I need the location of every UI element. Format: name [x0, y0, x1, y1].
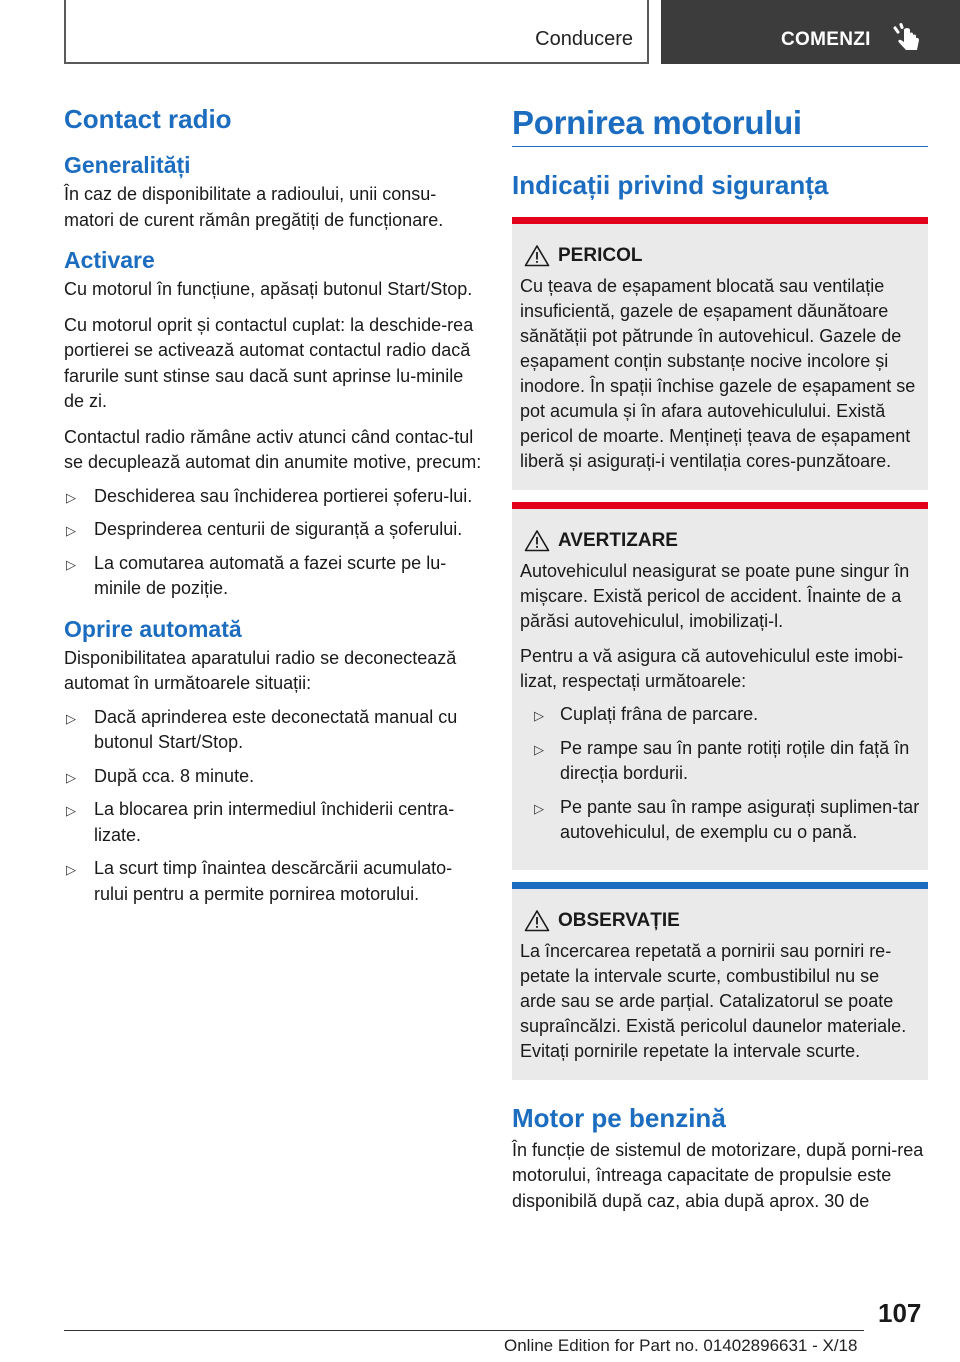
footer-divider: [64, 1330, 864, 1331]
warning-label-pericol: PERICOL: [558, 245, 643, 266]
list-item: ▷ Pe pante sau în rampe asigurați suplimen-tar autovehiculul, de exemplu cu o pană.: [534, 796, 920, 842]
paragraph-activare-2: Cu motorul oprit și contactul cuplat: la deschide-rea portierei se activează automat contactul radio dacă farurile sunt stinse sau dacă sunt aprinse lu-minile de zi.: [64, 314, 474, 411]
triangle-bullet-icon: ▷: [534, 708, 544, 723]
header-section-title: Conducere: [535, 28, 633, 50]
heading-motor-benzina: Motor pe benzină: [512, 1102, 726, 1133]
list-item: ▷ Dacă aprinderea este deconectată manual cu butonul Start/Stop.: [66, 706, 458, 752]
right-column: [512, 100, 928, 1214]
triangle-bullet-icon: ▷: [66, 556, 76, 572]
paragraph-motor-benzina: În funcție de sistemul de motorizare, după porni-rea motorului, întreaga capacitate de propulsie este disponibilă după caz, abia după aprox. 30 de: [512, 1139, 924, 1211]
paragraph-generalitati: În caz de disponibilitate a radioului, unii consu-matori de curent rămân pregătiți de funcționare.: [64, 184, 444, 230]
header-section-tab: [64, 0, 649, 64]
list-oprire: [64, 705, 482, 908]
warning-bar-red: [512, 217, 928, 224]
triangle-bullet-icon: ▷: [66, 769, 76, 785]
warning-triangle-icon: [524, 909, 550, 932]
list-avertizare: [520, 702, 920, 846]
warning-text-observatie: La încercarea repetată a pornirii sau porniri re-petate la intervale scurte, combustibilul nu se arde sau se arde parțial. Catalizatorul se poate supraîncălzi. Există pericolul daunelor materiale. Evitați pornirile repetate la intervale scurte.: [520, 940, 907, 1061]
left-column: [64, 100, 482, 915]
warning-triangle-icon: [524, 529, 550, 552]
warning-bar-red: [512, 502, 928, 509]
triangle-bullet-icon: ▷: [66, 523, 76, 538]
list-activare: [64, 484, 482, 602]
heading-activare: Activare: [64, 247, 155, 273]
list-item: ▷ Desprinderea centurii de siguranță a șoferului.: [64, 517, 482, 543]
triangle-bullet-icon: ▷: [534, 741, 544, 757]
list-item: ▷ Pe rampe sau în pante rotiți roțile din față în direcția bordurii.: [534, 737, 910, 783]
list-item: ▷ La comutarea automată a fazei scurte pe lu-minile de poziție.: [66, 552, 447, 598]
title-divider: [512, 146, 928, 147]
list-item: ▷ La scurt timp înaintea descărcării acumulato-rului pentru a permite pornirea motorului.: [66, 858, 453, 904]
warning-box-pericol: [512, 217, 928, 490]
warning-triangle-icon: [524, 244, 550, 267]
triangle-bullet-icon: ▷: [66, 862, 76, 877]
page-number: 107: [878, 1298, 922, 1328]
list-item: ▷ Deschiderea sau închiderea portierei șoferu-lui.: [64, 484, 482, 510]
warning-box-avertizare: [512, 502, 928, 870]
paragraph-activare-1: Cu motorul în funcțiune, apăsați butonul Start/Stop.: [64, 279, 473, 299]
heading-indicatii-siguranta: Indicații privind siguranța: [512, 170, 829, 200]
warning-box-observatie: [512, 882, 928, 1080]
heading-generalitati: Generalități: [64, 152, 191, 178]
warning-label-observatie: OBSERVAȚIE: [558, 909, 680, 931]
paragraph-oprire: Disponibilitatea aparatului radio se deconectează automat în următoarele situații:: [64, 647, 457, 693]
triangle-bullet-icon: ▷: [534, 800, 544, 816]
warning-text-avertizare-1: Autovehiculul neasigurat se poate pune singur în mișcare. Există pericol de accident. Înainte de a părăsi autovehiculul, imobilizați-l.: [520, 561, 910, 631]
heading-oprire-automata: Oprire automată: [64, 615, 242, 642]
header-chapter-title: COMENZI: [781, 29, 871, 50]
warning-bar-blue: [512, 882, 928, 889]
hand-pointer-icon: [893, 22, 923, 54]
warning-text-pericol: Cu țeava de eșapament blocată sau ventilație insuficientă, gazele de eșapament dăunătoare sănătății pot pătrunde în autovehicul. Gazele de eșapament conțin substanțe nocive incolore și inodore. În spații închise gazele de eșapament se pot acumula și în afara autovehiculului. Există pericol de moarte. Mențineți țeava de eșapament liberă și asigurați-i ventilația cores-punzătoare.: [520, 276, 916, 471]
section-title-pornirea-motorului: Pornirea motorului: [512, 104, 802, 141]
triangle-bullet-icon: ▷: [66, 710, 76, 726]
section-title-contact-radio: Contact radio: [64, 104, 232, 134]
triangle-bullet-icon: ▷: [66, 489, 76, 505]
warning-text-avertizare-2: Pentru a vă asigura că autovehiculul este imobi-lizat, respectați următoarele:: [520, 646, 904, 691]
list-item: ▷ La blocarea prin intermediul închiderii centra-lizate.: [66, 799, 455, 845]
triangle-bullet-icon: ▷: [66, 803, 76, 818]
warning-label-avertizare: AVERTIZARE: [558, 530, 678, 551]
paragraph-activare-3: Contactul radio rămâne activ atunci când contac-tul se decuplează automat din anumite motive, precum:: [64, 426, 482, 472]
footer-edition: Online Edition for Part no. 01402896631 - X/18: [504, 1336, 858, 1355]
list-item: ▷ Cuplați frâna de parcare.: [520, 702, 920, 728]
list-item: ▷ După cca. 8 minute.: [64, 764, 482, 790]
